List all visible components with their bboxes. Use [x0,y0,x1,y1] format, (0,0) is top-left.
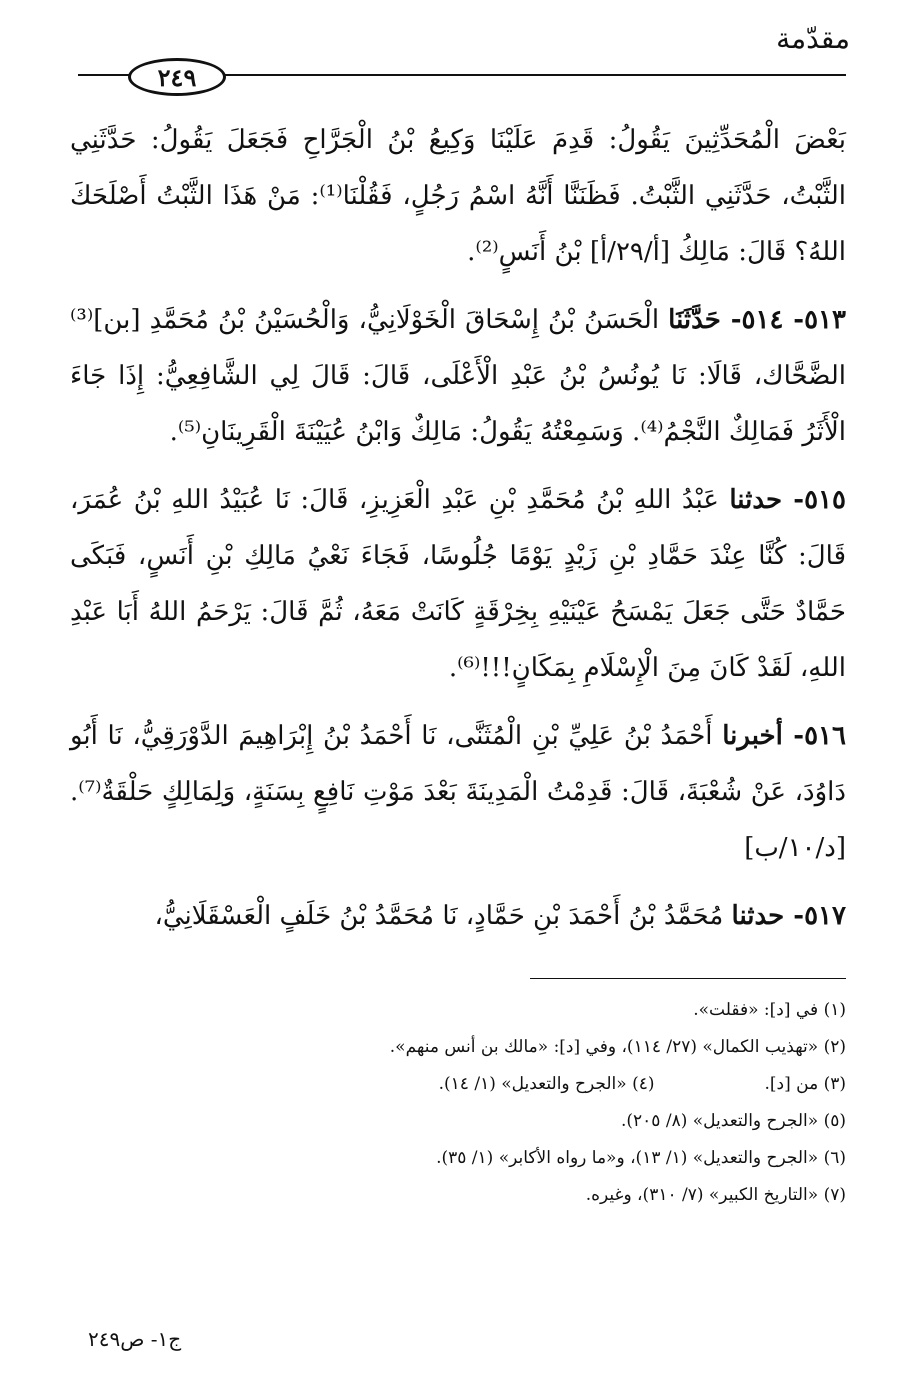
paragraph [70,472,846,696]
paragraph-text: الْحَسَنُ بْنُ إِسْحَاقَ الْخَوْلَانِيُّ، وَالْحُسَيْنُ بْنُ مُحَمَّدِ [بن]⁽³⁾ الضَّحَّاك، قَالَا: نَا يُونُسُ بْنُ عَبْدِ الْأَعْلَى، قَالَ: قَالَ لِي الشَّافِعِيُّ: إِذَا جَاءَ الْأَثَرُ فَمَالِكٌ النَّجْمُ⁽⁴⁾. وَسَمِعْتُهُ يَقُولُ: مَالِكٌ وَابْنُ عُيَيْنَةَ الْقَرِينَانِ⁽⁵⁾. [70,305,846,447]
footnote: (٣) من [د]. [764,1074,846,1094]
paragraph-text: عَبْدُ اللهِ بْنُ مُحَمَّدِ بْنِ عَبْدِ الْعَزِيزِ، قَالَ: نَا عُبَيْدُ اللهِ بْنُ عُمَرَ، قَالَ: كُنَّا عِنْدَ حَمَّادِ بْنِ زَيْدٍ يَوْمًا جُلُوسًا، فَجَاءَ نَعْيُ مَالِكِ بْنِ أَنَسٍ، فَبَكَى حَمَّادٌ حَتَّى جَعَلَ يَمْسَحُ عَيْنَيْهِ بِخِرْقَةٍ كَانَتْ مَعَهُ، ثُمَّ قَالَ: يَرْحَمُ اللهُ أَبَا عَبْدِ اللهِ، لَقَدْ كَانَ مِنَ الْإِسْلَامِ بِمَكَانٍ!!!⁽⁶⁾. [70,485,846,683]
footnote: (٤) «الجرح والتعديل» (١/ ١٤). [438,1074,655,1094]
page-number: ٢٤٩ [157,62,197,92]
paragraph-lead: ٥١٣- ٥١٤- حَدَّثَنَا [668,305,846,335]
footnotes [70,992,846,1214]
paragraph-lead: ٥١٥- حدثنا [729,485,846,515]
paragraph-text: بَعْضَ الْمُحَدِّثِينَ يَقُولُ: قَدِمَ عَلَيْنَا وَكِيعُ بْنُ الْجَرَّاحِ فَجَعَلَ يَقُولُ: حَدَّثَنِي الثَّبْتُ، حَدَّثَنِي الثَّبْتُ. فَظَنَنَّا أَنَّهُ اسْمُ رَجُلٍ، فَقُلْنَا⁽¹⁾: مَنْ هَذَا الثَّبْتُ أَصْلَحَكَ اللهُ؟ قَالَ: مَالِكُ [أ/٢٩/أ] بْنُ أَنَسٍ⁽²⁾. [70,125,846,267]
footnote-row [70,1066,846,1103]
footnote: (٧) «التاريخ الكبير» (٧/ ٣١٠)، وغيره. [585,1185,846,1205]
paragraph [70,888,846,944]
paragraph-lead: ٥١٦- أخبرنا [722,721,846,751]
paragraph [70,292,846,460]
footnote: (١) في [د]: «فقلت». [693,1000,846,1020]
footnote: (٦) «الجرح والتعديل» (١/ ١٣)، و«ما رواه الأكابر» (١/ ٣٥). [436,1148,846,1168]
paragraph [70,112,846,280]
paragraph [70,708,846,876]
paragraph-lead: ٥١٧- حدثنا [731,901,846,931]
paragraph-text: مُحَمَّدُ بْنُ أَحْمَدَ بْنِ حَمَّادٍ، نَا مُحَمَّدُ بْنُ خَلَفٍ الْعَسْقَلَانِيُّ، [154,901,732,931]
footnote: (٥) «الجرح والتعديل» (٨/ ٢٠٥). [621,1111,846,1131]
volume-page-footer: ج١- ص٢٤٩ [88,1327,182,1351]
main-text [70,112,846,956]
paragraph-text: أَحْمَدُ بْنُ عَلِيِّ بْنِ الْمُثَنَّى، نَا أَحْمَدُ بْنُ إِبْرَاهِيمَ الدَّوْرَقِيُّ، نَا أَبُو دَاوُدَ، عَنْ شُعْبَةَ، قَالَ: قَدِمْتُ الْمَدِينَةَ بَعْدَ مَوْتِ نَافِعٍ بِسَنَةٍ، وَلِمَالِكٍ حَلْقَةٌ⁽⁷⁾. [د/١٠/ب] [70,721,846,863]
footnote-separator [530,978,846,979]
running-header-title: مقدّمة [776,22,850,55]
footnote: (٢) «تهذيب الكمال» (٢٧/ ١١٤)، وفي [د]: «مالك بن أنس منهم». [389,1037,846,1057]
page-number-badge [128,58,226,96]
